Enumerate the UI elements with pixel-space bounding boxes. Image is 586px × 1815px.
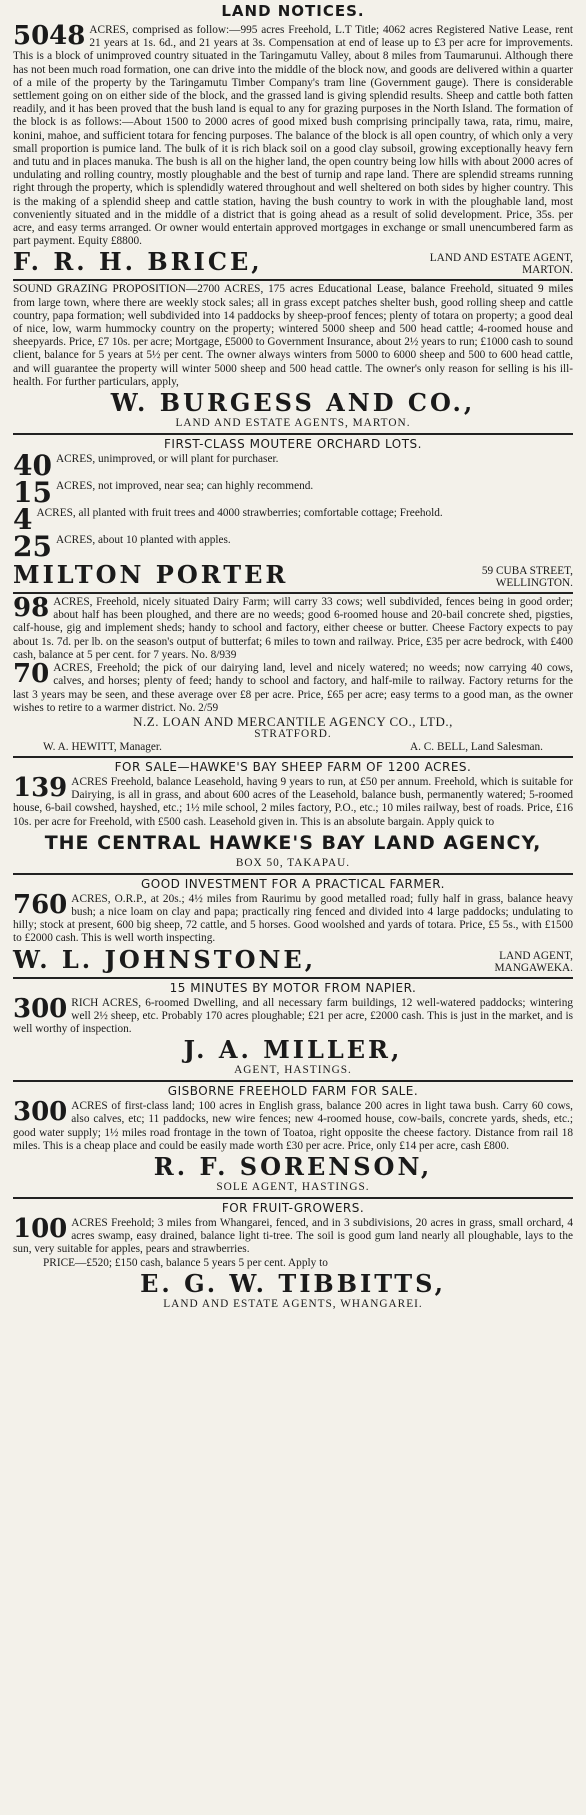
ad-nzloan-body2: ACRES, Freehold; the pick of our dairying land, level and nicely watered; no weeds; now carrying 40 cows, calves, and horses; plenty of feed; handy to school and factory, and half-mile to railway. Factory returns for the last 3 years may be seen, and these average over £8 per acre. Price, £65 per acre; easy terms to a good man, as the owner wishes to retire to a warmer district. No. 2/59 <box>13 662 573 714</box>
ad-porter-name: MILTON PORTER <box>13 560 289 590</box>
divider <box>13 433 573 435</box>
ad-nzloan-town: STRATFORD. <box>254 727 332 740</box>
lot-acres: 4 <box>13 507 33 534</box>
ad-johnstone-body: ACRES, O.R.P., at 20s.; 4½ miles from Raurimu by good metalled road; fully half in grass, balance heavy bush; a nice loam on clay and papa; practically ring fenced and divided into 4 large paddocks; undulating to hilly; stock at present, 600 big sheep, 72 cattle, and 5 horses. Good woolshed and yards of totara. Price, £5 5s., with £1500 to £2000 cash. This is well worth inspecting. <box>13 892 573 945</box>
ad-nzloan-acres2: 70 <box>13 659 50 690</box>
ad-johnstone-name: W. L. JOHNSTONE, <box>13 944 317 974</box>
ad-burgess-sub: LAND AND ESTATE AGENTS, MARTON. <box>175 417 411 430</box>
ad-porter-heading: FIRST-CLASS MOUTERE ORCHARD LOTS. <box>164 437 422 452</box>
list-item <box>13 480 573 506</box>
ad-sorenson-heading: GISBORNE FREEHOLD FARM FOR SALE. <box>167 1084 419 1099</box>
ad-nzloan-acres1: 98 <box>13 593 50 624</box>
ad-johnstone-acres: 760 <box>13 889 68 920</box>
lot-text: ACRES, about 10 planted with apples. <box>55 534 231 547</box>
ad-miller-acres: 300 <box>13 993 68 1024</box>
ad-johnstone-agent <box>495 950 573 974</box>
ad-nzloan <box>13 593 573 753</box>
ad-brice-name: F. R. H. BRICE, <box>13 247 263 277</box>
ad-burgess-body: SOUND GRAZING PROPOSITION—2700 ACRES, 175 acres Educational Lease, balance Freehold, situated 9 miles from large town, where there are weekly stock sales; all in grass except patches shelter bush, good rolling sheep and cattle country, papa formation; well subdivided into 14 paddocks by sheep-proof fences; plenty of totara on property; a good deal of nice, low, warm hummocky country on the property; wintered 5000 sheep and 500 head cattle; 4-roomed house and sheepyards. Price, £7 10s. per acre; Mortgage, £5000 to Government Insurance, about 2½ years to run; £1000 cash to sound client, balance for 5 years at 5½ per cent. The owner always winters from 5000 to 6000 sheep and 500 to 600 head cattle, and will guarantee the property will winter 5000 sheep and 500 head cattle. The owner's only reason for selling is his ill-health. For further particulars, apply, <box>13 283 573 388</box>
page-title: LAND NOTICES. <box>221 2 365 20</box>
ad-sorenson-name: R. F. SORENSON, <box>153 1151 433 1181</box>
ad-tibbitts-acres: 100 <box>13 1213 68 1244</box>
ad-miller-body: RICH ACRES, 6-roomed Dwelling, and all necessary farm buildings, 12 well-watered paddocks; wintering well 2½ sheep, etc. Probably 170 acres ploughable; £21 per acre, £2000 cash. This is just in the market, and is well worthy of inspection. <box>13 996 573 1035</box>
ad-nzloan-body1: ACRES, Freehold, nicely situated Dairy Farm; will carry 33 cows; well subdivided, fences being in good order; about half has been ploughed, and there are no weeds; good 6-roomed house and 20-bail concrete shed, pigsties, calf-house, gig and implement sheds; handy to school and factory, either cheese or butter. Cheese Factory expects to pay about 1s. 7d. per lb. on the season's output of butterfat; 6 miles to town and railway. Price, £35 per acre bedrock, with £400 cash, balance at 5 per cent. for 7 years. No. 8/939 <box>13 596 573 661</box>
ad-hawkes-text <box>13 772 573 829</box>
ad-sorenson <box>13 1084 573 1194</box>
ad-nzloan-company: N.Z. LOAN AND MERCANTILE AGENCY CO., LTD., <box>133 713 453 729</box>
land-notices-page <box>13 0 573 1311</box>
ad-brice-agent-line2: MARTON. <box>522 264 573 277</box>
ad-brice-agent <box>430 252 573 276</box>
ad-miller-heading: 15 MINUTES BY MOTOR FROM NAPIER. <box>169 980 417 995</box>
list-item <box>13 507 573 533</box>
ad-tibbitts <box>13 1201 573 1311</box>
ad-hawkes <box>13 760 573 870</box>
ad-miller-name: J. A. MILLER, <box>183 1035 403 1065</box>
ad-porter-addr1: 59 CUBA STREET, <box>481 565 573 578</box>
ad-tibbitts-text <box>13 1213 573 1257</box>
ad-nzloan-staff <box>13 741 573 753</box>
divider <box>13 1197 573 1199</box>
ad-tibbitts-body: ACRES Freehold; 3 miles from Whangarei, fenced, and in 3 subdivisions, 20 acres in grass, small orchard, 4 acres swamp, easy drained, balance light ti-tree. The soil is good gum land nearly all ploughable, lays to the sun, very suitable for apples, pears and strawberries. <box>13 1216 573 1256</box>
ad-miller-text <box>13 993 573 1037</box>
divider <box>13 592 573 594</box>
ad-sorenson-body: ACRES of first-class land; 100 acres in English grass, balance 200 acres in light tawa bush. Carry 60 cows, also calves, etc; 11 paddocks, new wire fences; new 4-roomed house, cow-bails, concrete yards, sheds, etc.; good water supply; 1½ miles road frontage in the town of Toatoa, right opposite the cheese factory. Distance from rail 18 miles. This is a cheap place and could be easily made worth £30 per acre. Price, only £14 per acre, cash £800. <box>13 1100 573 1152</box>
ad-sorenson-text <box>13 1097 573 1153</box>
divider <box>13 756 573 758</box>
ad-tibbitts-sub: LAND AND ESTATE AGENTS, WHANGAREI. <box>163 1297 423 1310</box>
ad-tibbitts-price: PRICE—£520; £150 cash, balance 5 years 5 per cent. Apply to <box>43 1256 328 1269</box>
ad-burgess-name: W. BURGESS AND CO., <box>110 388 476 418</box>
ad-brice-text <box>13 21 573 248</box>
ad-hawkes-acres: 139 <box>13 772 68 803</box>
ad-miller-sub: AGENT, HASTINGS. <box>234 1064 352 1077</box>
list-item <box>13 534 573 560</box>
ad-brice-agent-line1: LAND AND ESTATE AGENT, <box>429 252 573 265</box>
ad-nzloan-manager: W. A. HEWITT, Manager. <box>43 740 162 753</box>
lot-text: ACRES, unimproved, or will plant for purchaser. <box>55 453 279 466</box>
divider <box>13 1080 573 1082</box>
ad-johnstone <box>13 877 573 974</box>
ad-hawkes-body: ACRES Freehold, balance Leasehold, having 9 years to run, at £50 per annum. Freehold, which is suitable for Dairying, is all in grass, and about 600 acres of the Leasehold, balance bush, permanently watered; 5-roomed house, 6-bail cowshed, hayshed, etc.; 1½ mile school, 2 miles factory, P.O., etc.; 10 miles railway, best of roads. Price, £16 10s. per acre for Freehold, with £500 cash. Leasehold given in. This is an absolute bargain. Apply quick to <box>13 775 573 828</box>
ad-brice-acres: 5048 <box>13 21 86 51</box>
ad-brice-body: ACRES, comprised as follow:—995 acres Freehold, L.T Title; 4062 acres Registered Native Lease, rent 21 years at 1s. 6d., and 21 years at 3s. Compensation at end of lease up to £3 per acre for improvements. This is a block of unimproved country situated in the Taringamutu Valley, about 8 miles from Taumarunui. Although there has not been much road formation, one can drive into the middle of the block now, and goods are delivered within a quarter of a mile of the property by the Taringamutu Timber Company's tram line (Government gauge). There is considerable settlement going on on either side of the block, and the grassed land is giving splendid results. Sheep and cattle both fatten readily, and it has been proved that the bush land is equal to any for grazing purposes in the North Island. The formation of the block is as follows:—About 1500 to 2000 acres of good mixed bush comprising principally tawa, rata, rimu, maire, konini, mahoe, and sufficient totara for fencing purposes. The balance of the block is all open country, of which only a very small proportion is pumice land. The bulk of it is rich black soil on a good clay subsoil, growing exceptionally heavy fern and tutu and in places manuka. The bush is all on the higher land, the open country being low hills with about 2000 acres of undulating and rolling country, mostly ploughable and the best of turnip and rape land. There are splendid streams running right through the property, which is splendidly watered throughout and well sheltered on both sides by higher country. This is the making of a splendid sheep and cattle station, having the bush country to work in with the ploughable land, most conveniently situated and in the middle of a district that is going ahead as a result of solid development. Price, 35s. per acre, and easy terms arranged. Or owner would entertain approved mortgages in exchange or small unencumbered farm as part payment. Equity £8800. <box>13 24 573 248</box>
lot-acres: 25 <box>13 534 52 561</box>
lot-acres: 15 <box>13 480 52 507</box>
ad-porter-address <box>482 565 573 589</box>
ad-brice-signature <box>13 248 573 276</box>
ad-brice <box>13 21 573 277</box>
ad-tibbitts-heading: FOR FRUIT-GROWERS. <box>221 1200 365 1215</box>
ad-johnstone-heading: GOOD INVESTMENT FOR A PRACTICAL FARMER. <box>140 876 445 891</box>
ad-porter <box>13 437 573 589</box>
ad-hawkes-sub: BOX 50, TAKAPAU. <box>235 856 351 869</box>
ad-miller <box>13 981 573 1078</box>
ad-johnstone-text <box>13 889 573 946</box>
divider <box>13 873 573 875</box>
ad-tibbitts-name: E. G. W. TIBBITTS, <box>140 1268 446 1298</box>
ad-nzloan-text2 <box>13 659 573 715</box>
ad-johnstone-agent2: MANGAWEKA. <box>494 961 573 974</box>
lot-acres: 40 <box>13 453 52 480</box>
ad-sorenson-sub: SOLE AGENT, HASTINGS. <box>216 1180 370 1193</box>
ad-porter-signature <box>13 561 573 589</box>
ad-nzloan-text1 <box>13 593 573 662</box>
lot-text: ACRES, not improved, near sea; can highly recommend. <box>55 480 314 493</box>
ad-burgess <box>13 283 573 430</box>
ad-porter-addr2: WELLINGTON. <box>495 577 573 590</box>
ad-hawkes-name: THE CENTRAL HAWKE'S BAY LAND AGENCY, <box>44 831 542 854</box>
ad-sorenson-acres: 300 <box>13 1097 68 1128</box>
ad-hawkes-heading: FOR SALE—HAWKE'S BAY SHEEP FARM OF 1200 ACRES. <box>114 759 472 774</box>
ad-nzloan-salesman: A. C. BELL, Land Salesman. <box>409 740 543 753</box>
lot-text: ACRES, all planted with fruit trees and 4000 strawberries; comfortable cottage; Freehold. <box>36 507 443 520</box>
divider <box>13 977 573 979</box>
list-item <box>13 453 573 479</box>
ad-johnstone-agent1: LAND AGENT, <box>499 949 573 962</box>
divider <box>13 279 573 281</box>
ad-johnstone-signature <box>13 946 573 974</box>
